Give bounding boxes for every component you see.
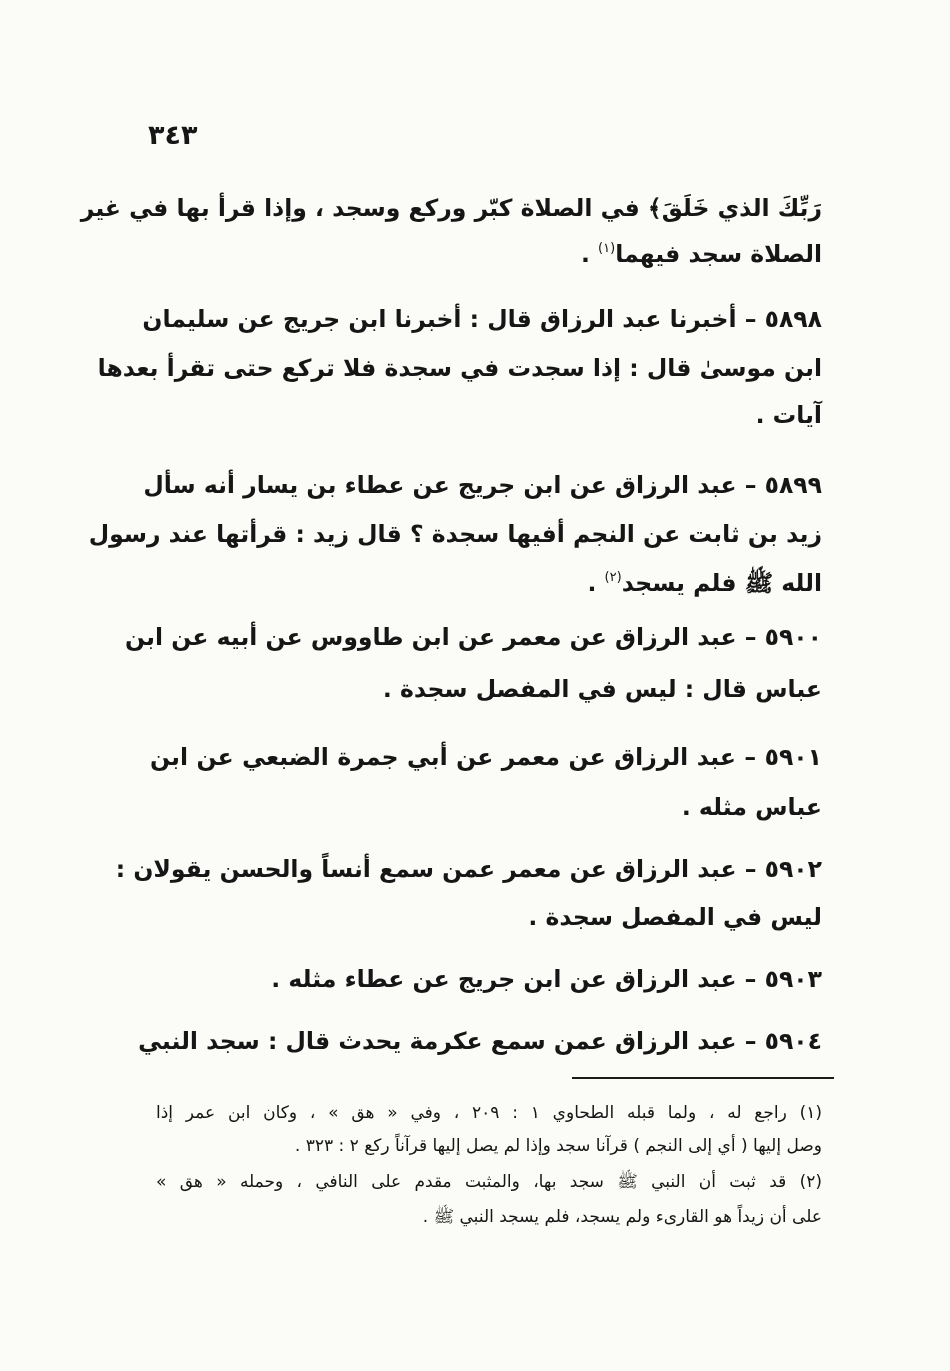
body-line: عباس قال : ليس في المفصل سجدة . (382, 675, 822, 703)
body-line: ليس في المفصل سجدة . (528, 903, 822, 931)
hadith-5898-line: ٥٨٩٨ – أخبرنا عبد الرزاق قال : أخبرنا ابن جريج عن سليمان (142, 305, 822, 333)
footnote-separator (572, 1077, 834, 1079)
footnote-line: (١) راجع له ، ولما قبله الطحاوي ١ : ٢٠٩ ، وفي « هق » ، وكان ابن عمر إذا (156, 1103, 822, 1123)
footnote-line: على أن زيداً هو القارىء ولم يسجد، فلم يسجد النبي ﷺ . (422, 1207, 822, 1227)
page-number: ٣٤٣ (148, 120, 198, 151)
body-line: آيات . (755, 401, 822, 429)
hadith-5900-line: ٥٩٠٠ – عبد الرزاق عن معمر عن ابن طاووس عن أبيه عن ابن (125, 623, 822, 651)
hadith-5903-line: ٥٩٠٣ – عبد الرزاق عن ابن جريج عن عطاء مثله . (271, 965, 822, 993)
body-line: زيد بن ثابت عن النجم أفيها سجدة ؟ قال زيد : قرأتها عند رسول (88, 520, 822, 548)
body-line: ابن موسىٰ قال : إذا سجدت في سجدة فلا تركع حتى تقرأ بعدها (97, 354, 822, 382)
footnote-line: (٢) قد ثبت أن النبي ﷺ سجد بها، والمثبت مقدم على النافي ، وحمله « هق » (156, 1172, 822, 1192)
footnote-ref: (١) (598, 241, 616, 256)
body-line (587, 571, 822, 596)
body-line: رَبِّكَ الذي خَلَقَ﴾ في الصلاة كبّر وركع وسجد ، وإذا قرأ بها في غير (80, 194, 822, 222)
body-line (581, 242, 822, 267)
footnote-ref: (٢) (604, 570, 622, 585)
hadith-5899-line: ٥٨٩٩ – عبد الرزاق عن ابن جريج عن عطاء بن يسار أنه سأل (143, 471, 822, 499)
hadith-5901-line: ٥٩٠١ – عبد الرزاق عن معمر عن أبي جمرة الضبعي عن ابن (150, 743, 822, 771)
line-end: . (580, 240, 599, 268)
body-line: عباس مثله . (681, 793, 822, 821)
body-line-text: الله ﷺ فلم يسجد (621, 569, 822, 597)
line-end: . (587, 569, 605, 597)
footnote-line: وصل إليها ( أي إلى النجم ) قرآنا سجد وإذا لم يصل إليها قرآناً ركع ٢ : ٣٢٣ . (294, 1136, 822, 1156)
hadith-5902-line: ٥٩٠٢ – عبد الرزاق عن معمر عمن سمع أنساً والحسن يقولان : (115, 855, 822, 883)
hadith-5904-line: ٥٩٠٤ – عبد الرزاق عمن سمع عكرمة يحدث قال : سجد النبي (138, 1027, 822, 1055)
body-line-text: الصلاة سجد فيهما (615, 240, 822, 268)
